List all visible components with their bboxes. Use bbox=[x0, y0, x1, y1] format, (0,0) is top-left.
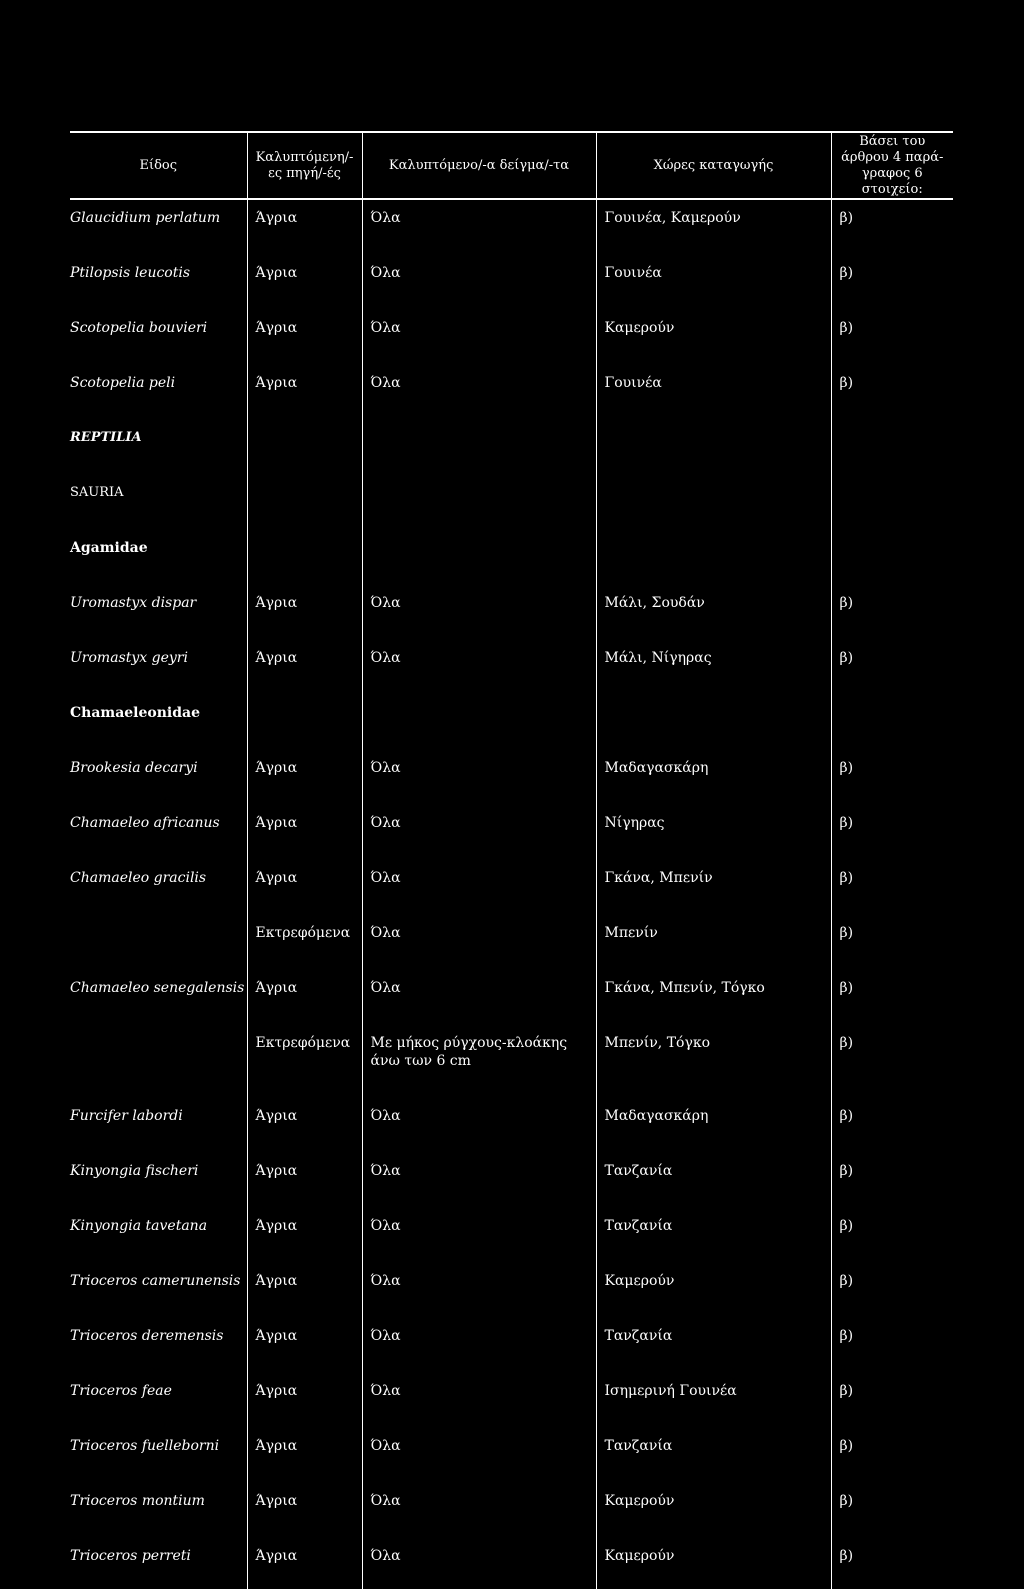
species-name-cell: Trioceros perreti bbox=[70, 1548, 191, 1564]
source-cell: Εκτρεφόμενα bbox=[247, 1025, 362, 1098]
species-name-cell: Trioceros feae bbox=[70, 1383, 172, 1399]
species-name-cell: Brookesia decaryi bbox=[70, 760, 198, 776]
article-cell: β) bbox=[831, 860, 953, 915]
table-row bbox=[70, 1263, 953, 1318]
countries-cell: Μαδαγασκάρη bbox=[596, 1098, 831, 1153]
species-name-cell: Trioceros camerunensis bbox=[70, 1273, 241, 1289]
specimens-cell: Όλα bbox=[362, 1483, 596, 1538]
species-name-cell bbox=[70, 915, 247, 970]
article-cell: β) bbox=[831, 1098, 953, 1153]
table-row bbox=[70, 1538, 953, 1589]
source-cell: Άγρια bbox=[247, 585, 362, 640]
countries-cell: Τανζανία bbox=[596, 1208, 831, 1263]
countries-cell: Καμερούν bbox=[596, 1263, 831, 1318]
header-species: Είδος bbox=[70, 132, 247, 199]
table-row bbox=[70, 310, 953, 365]
specimens-cell: Όλα bbox=[362, 640, 596, 695]
countries-cell: Γουινέα, Καμερούν bbox=[596, 199, 831, 255]
species-name-cell: Trioceros deremensis bbox=[70, 1328, 224, 1344]
specimens-cell: Όλα bbox=[362, 1153, 596, 1208]
source-cell: Άγρια bbox=[247, 365, 362, 420]
group-label: SAURIA bbox=[70, 485, 124, 500]
source-cell: Άγρια bbox=[247, 805, 362, 860]
countries-cell: Μπενίν, Τόγκο bbox=[596, 1025, 831, 1098]
countries-cell: Μάλι, Νίγηρας bbox=[596, 640, 831, 695]
countries-cell: Νίγηρας bbox=[596, 805, 831, 860]
table-row bbox=[70, 365, 953, 420]
table-row bbox=[70, 1098, 953, 1153]
species-name-cell: Scotopelia peli bbox=[70, 375, 176, 391]
header-row bbox=[70, 132, 953, 199]
table-row bbox=[70, 1428, 953, 1483]
species-table bbox=[70, 131, 953, 1589]
species-name-cell: Furcifer labordi bbox=[70, 1108, 183, 1124]
table-row bbox=[70, 1483, 953, 1538]
source-cell: Άγρια bbox=[247, 310, 362, 365]
header-specimens: Καλυπτόμενο/-α δείγμα/-τα bbox=[362, 132, 596, 199]
article-cell: β) bbox=[831, 1373, 953, 1428]
species-name-cell bbox=[70, 1025, 247, 1098]
specimens-cell: Όλα bbox=[362, 750, 596, 805]
countries-cell: Γουινέα bbox=[596, 365, 831, 420]
species-name-cell: Chamaeleo gracilis bbox=[70, 870, 207, 886]
specimens-cell: Όλα bbox=[362, 915, 596, 970]
specimens-cell: Όλα bbox=[362, 310, 596, 365]
empty-cell bbox=[831, 475, 953, 530]
table-row bbox=[70, 915, 953, 970]
table-row bbox=[70, 1153, 953, 1208]
species-name-cell: Glaucidium perlatum bbox=[70, 210, 221, 226]
empty-cell bbox=[831, 420, 953, 475]
empty-cell bbox=[596, 420, 831, 475]
source-cell: Άγρια bbox=[247, 970, 362, 1025]
specimens-cell: Όλα bbox=[362, 1208, 596, 1263]
header-countries: Χώρες καταγωγής bbox=[596, 132, 831, 199]
countries-cell: Τανζανία bbox=[596, 1428, 831, 1483]
countries-cell: Καμερούν bbox=[596, 1538, 831, 1589]
source-cell: Άγρια bbox=[247, 255, 362, 310]
specimens-cell: Όλα bbox=[362, 1263, 596, 1318]
article-cell: β) bbox=[831, 1208, 953, 1263]
article-cell: β) bbox=[831, 750, 953, 805]
header-source: Καλυπτόμενη/-ες πηγή/-ές bbox=[247, 132, 362, 199]
source-cell: Άγρια bbox=[247, 1098, 362, 1153]
article-cell: β) bbox=[831, 1263, 953, 1318]
countries-cell: Μπενίν bbox=[596, 915, 831, 970]
empty-cell bbox=[362, 475, 596, 530]
species-name-cell: Trioceros montium bbox=[70, 1493, 205, 1509]
article-cell: β) bbox=[831, 640, 953, 695]
empty-cell bbox=[362, 530, 596, 585]
specimens-cell: Όλα bbox=[362, 805, 596, 860]
countries-cell: Γουινέα bbox=[596, 255, 831, 310]
header-article: Βάσει του άρθρου 4 παρά-γραφος 6 στοιχείο: bbox=[831, 132, 953, 199]
source-cell: Άγρια bbox=[247, 860, 362, 915]
countries-cell: Τανζανία bbox=[596, 1153, 831, 1208]
species-name-cell: Scotopelia bouvieri bbox=[70, 320, 208, 336]
table-row bbox=[70, 970, 953, 1025]
group-row bbox=[70, 420, 953, 475]
source-cell: Εκτρεφόμενα bbox=[247, 915, 362, 970]
table-row bbox=[70, 860, 953, 915]
table-body bbox=[70, 199, 953, 1589]
species-name-cell: Chamaeleo africanus bbox=[70, 815, 220, 831]
specimens-cell: Όλα bbox=[362, 585, 596, 640]
source-cell: Άγρια bbox=[247, 1538, 362, 1589]
article-cell: β) bbox=[831, 365, 953, 420]
source-cell: Άγρια bbox=[247, 1208, 362, 1263]
empty-cell bbox=[247, 530, 362, 585]
article-cell: β) bbox=[831, 199, 953, 255]
article-cell: β) bbox=[831, 585, 953, 640]
table-row bbox=[70, 1025, 953, 1098]
empty-cell bbox=[247, 420, 362, 475]
countries-cell: Ισημερινή Γουινέα bbox=[596, 1373, 831, 1428]
source-cell: Άγρια bbox=[247, 199, 362, 255]
species-name-cell: Ptilopsis leucotis bbox=[70, 265, 191, 281]
source-cell: Άγρια bbox=[247, 1263, 362, 1318]
species-name-cell: Kinyongia fischeri bbox=[70, 1163, 199, 1179]
group-row bbox=[70, 475, 953, 530]
group-label: REPTILIA bbox=[70, 430, 142, 445]
table-row bbox=[70, 1373, 953, 1428]
article-cell: β) bbox=[831, 970, 953, 1025]
specimens-cell: Όλα bbox=[362, 1318, 596, 1373]
table-row bbox=[70, 750, 953, 805]
countries-cell: Τανζανία bbox=[596, 1318, 831, 1373]
article-cell: β) bbox=[831, 255, 953, 310]
species-name-cell: Uromastyx dispar bbox=[70, 595, 197, 611]
group-label: Agamidae bbox=[70, 540, 148, 556]
group-row bbox=[70, 530, 953, 585]
specimens-cell: Όλα bbox=[362, 860, 596, 915]
countries-cell: Γκάνα, Μπενίν, Τόγκο bbox=[596, 970, 831, 1025]
empty-cell bbox=[596, 530, 831, 585]
table-row bbox=[70, 805, 953, 860]
specimens-cell: Όλα bbox=[362, 1538, 596, 1589]
specimens-cell: Όλα bbox=[362, 970, 596, 1025]
article-cell: β) bbox=[831, 1428, 953, 1483]
specimens-cell: Όλα bbox=[362, 1098, 596, 1153]
source-cell: Άγρια bbox=[247, 750, 362, 805]
specimens-cell: Όλα bbox=[362, 199, 596, 255]
empty-cell bbox=[596, 475, 831, 530]
countries-cell: Μαδαγασκάρη bbox=[596, 750, 831, 805]
countries-cell: Γκάνα, Μπενίν bbox=[596, 860, 831, 915]
table-row bbox=[70, 640, 953, 695]
source-cell: Άγρια bbox=[247, 1153, 362, 1208]
group-row bbox=[70, 695, 953, 750]
source-cell: Άγρια bbox=[247, 1428, 362, 1483]
countries-cell: Καμερούν bbox=[596, 1483, 831, 1538]
countries-cell: Καμερούν bbox=[596, 310, 831, 365]
table-row bbox=[70, 1318, 953, 1373]
specimens-cell: Όλα bbox=[362, 365, 596, 420]
table-row bbox=[70, 1208, 953, 1263]
article-cell: β) bbox=[831, 1153, 953, 1208]
species-name-cell: Uromastyx geyri bbox=[70, 650, 188, 666]
empty-cell bbox=[596, 695, 831, 750]
table-row bbox=[70, 255, 953, 310]
species-name-cell: Trioceros fuelleborni bbox=[70, 1438, 220, 1454]
specimens-cell: Όλα bbox=[362, 255, 596, 310]
article-cell: β) bbox=[831, 1483, 953, 1538]
countries-cell: Μάλι, Σουδάν bbox=[596, 585, 831, 640]
table-row bbox=[70, 199, 953, 255]
specimens-cell: Όλα bbox=[362, 1373, 596, 1428]
article-cell: β) bbox=[831, 1538, 953, 1589]
article-cell: β) bbox=[831, 1318, 953, 1373]
specimens-cell: Με μήκος ρύγχους-κλοάκης άνω των 6 cm bbox=[362, 1025, 596, 1098]
species-name-cell: Kinyongia tavetana bbox=[70, 1218, 208, 1234]
article-cell: β) bbox=[831, 805, 953, 860]
empty-cell bbox=[247, 475, 362, 530]
species-name-cell: Chamaeleo senegalensis bbox=[70, 980, 245, 996]
article-cell: β) bbox=[831, 915, 953, 970]
article-cell: β) bbox=[831, 1025, 953, 1098]
source-cell: Άγρια bbox=[247, 1483, 362, 1538]
group-label: Chamaeleonidae bbox=[70, 705, 201, 721]
source-cell: Άγρια bbox=[247, 640, 362, 695]
empty-cell bbox=[831, 695, 953, 750]
empty-cell bbox=[362, 695, 596, 750]
source-cell: Άγρια bbox=[247, 1373, 362, 1428]
empty-cell bbox=[362, 420, 596, 475]
specimens-cell: Όλα bbox=[362, 1428, 596, 1483]
source-cell: Άγρια bbox=[247, 1318, 362, 1373]
table-row bbox=[70, 585, 953, 640]
empty-cell bbox=[831, 530, 953, 585]
article-cell: β) bbox=[831, 310, 953, 365]
empty-cell bbox=[247, 695, 362, 750]
